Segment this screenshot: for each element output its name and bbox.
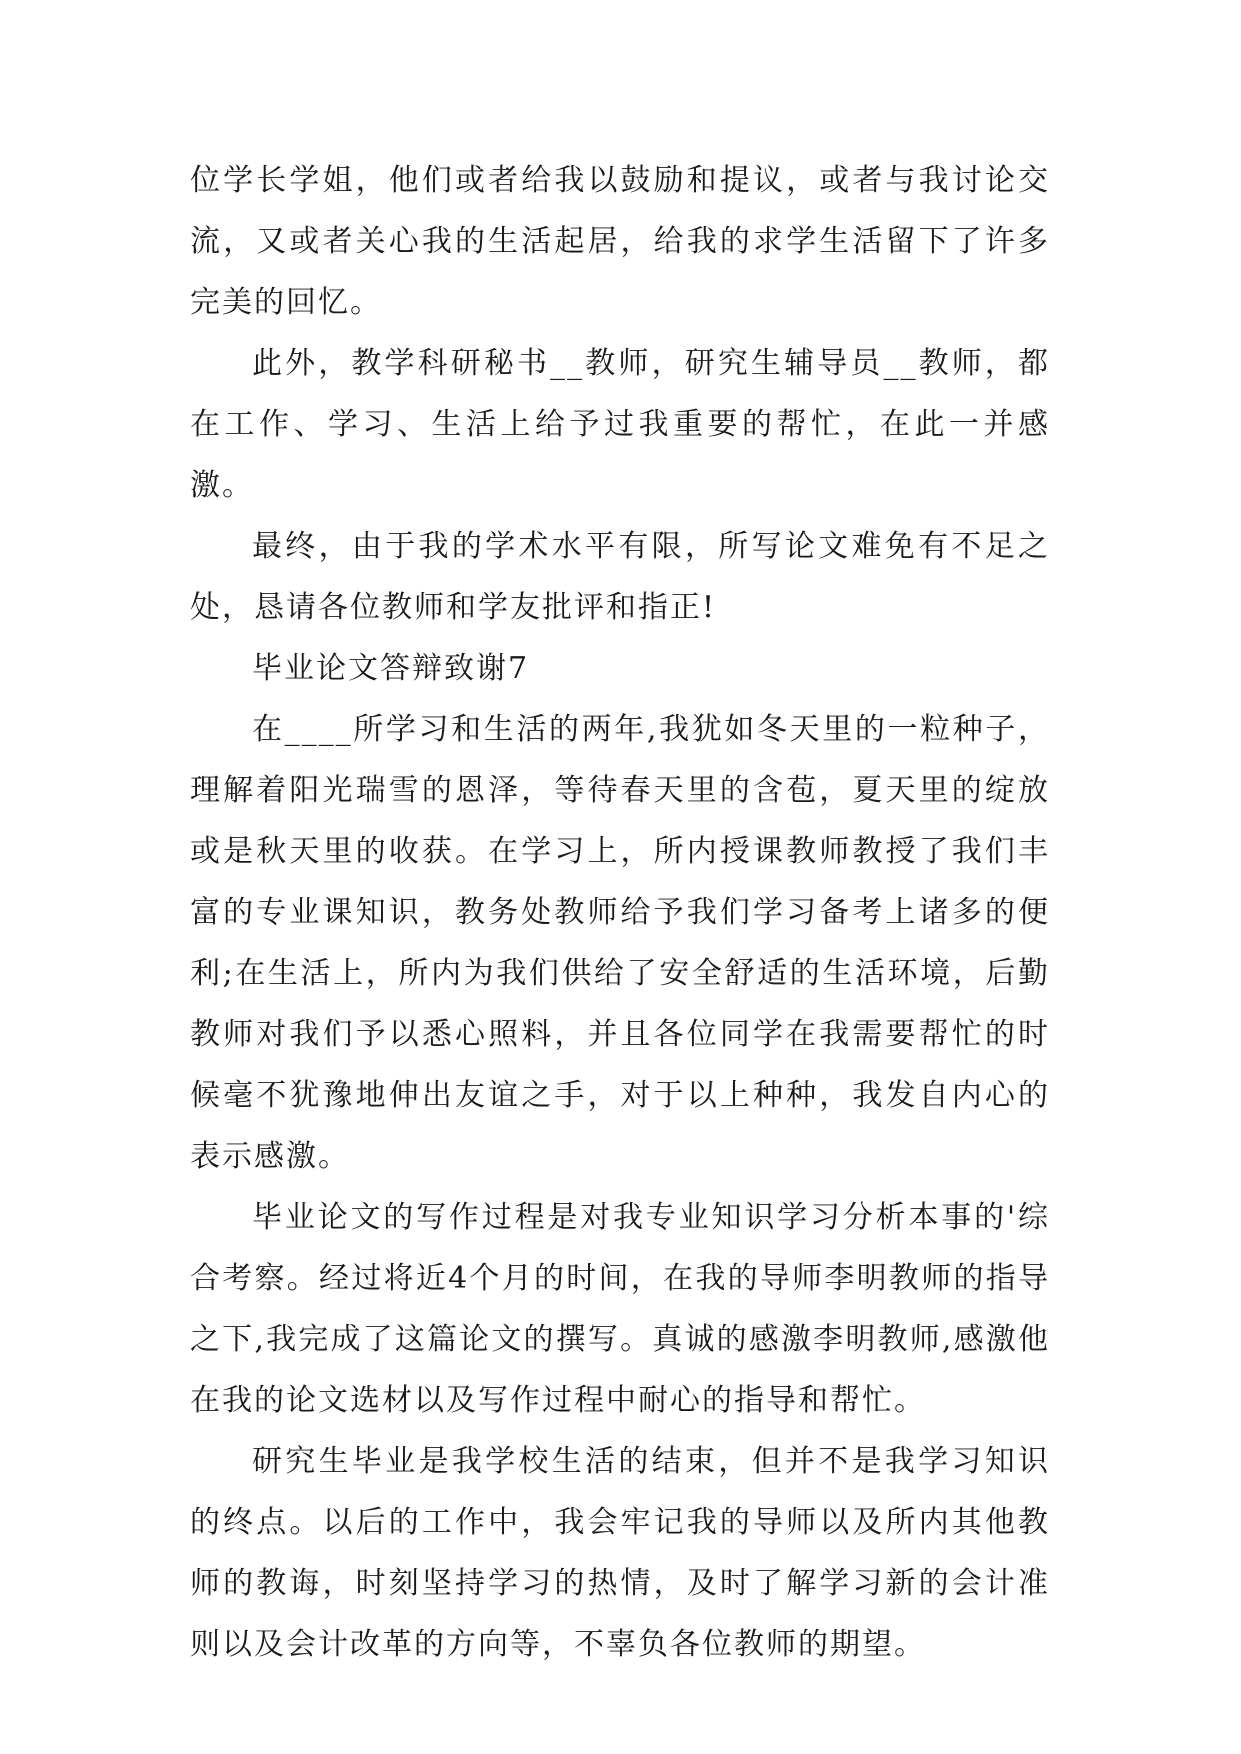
section-heading: 毕业论文答辩致谢7 (252, 651, 530, 686)
paragraph-2: 此外，教学科研秘书__教师，研究生辅导员__教师，都在工作、学习、生活上给予过我重要的帮忙，在此一并感激。 (190, 346, 1050, 503)
paragraph-4: 在____所学习和生活的两年,我犹如冬天里的一粒种子，理解着阳光瑞雪的恩泽，等待春天里的含苞，夏天里的绽放或是秋天里的收获。在学习上，所内授课教师教授了我们丰富的专业课知识，教务处教师给予我们学习备考上诸多的便利;在生活上，所内为我们供给了安全舒适的生活环境，后勤教师对我们予以悉心照料，并且各位同学在我需要帮忙的时候毫不犹豫地伸出友谊之手，对于以上种种，我发自内心的表示感激。 (190, 712, 1050, 1174)
document-body (190, 150, 1050, 1675)
paragraph-6: 研究生毕业是我学校生活的结束，但并不是我学习知识的终点。以后的工作中，我会牢记我的导师以及所内其他教师的教诲，时刻坚持学习的热情，及时了解学习新的会计准则以及会计改革的方向等，不辜负各位教师的期望。 (190, 1444, 1050, 1662)
paragraph-3: 最终，由于我的学术水平有限，所写论文难免有不足之处，恳请各位教师和学友批评和指正! (190, 529, 1050, 625)
paragraph-1: 位学长学姐，他们或者给我以鼓励和提议，或者与我讨论交流，又或者关心我的生活起居，给我的求学生活留下了许多完美的回忆。 (190, 163, 1050, 320)
paragraph-5: 毕业论文的写作过程是对我专业知识学习分析本事的'综合考察。经过将近4个月的时间，在我的导师李明教师的指导之下,我完成了这篇论文的撰写。真诚的感激李明教师,感激他在我的论文选材以及写作过程中耐心的指导和帮忙。 (190, 1200, 1050, 1418)
